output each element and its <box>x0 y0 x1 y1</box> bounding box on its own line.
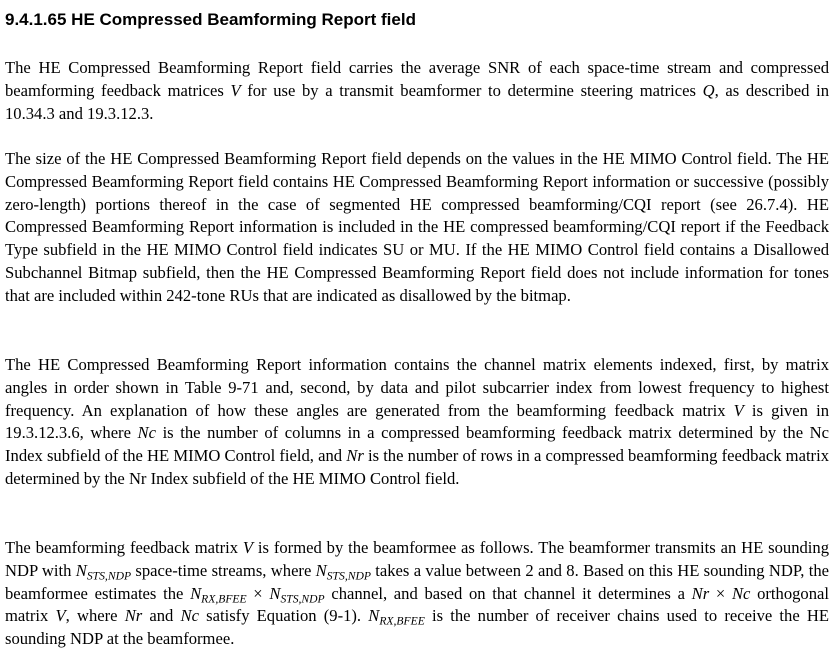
symbol-nr: Nr <box>346 446 364 466</box>
symbol-nc: Nc <box>731 583 751 603</box>
matrix-q: Q <box>702 80 715 100</box>
matrix-v: V <box>230 80 241 100</box>
p1-text: , as described in 10.34.3 and 19.3.12.3. <box>5 80 829 123</box>
matrix-v: V <box>55 606 66 626</box>
symbol-nr: Nr <box>124 606 143 626</box>
p4-text: space-time streams, where <box>131 560 316 580</box>
times-sign: × <box>246 583 270 603</box>
p1-text: The HE Compressed Beamforming Report field carries the average SNR of each space-time stream and compressed beamforming feedback matrices <box>5 58 829 100</box>
p4-text: channel, and based on that channel it determines a <box>324 583 692 603</box>
p4-text: and <box>142 606 181 626</box>
paragraph-4 <box>5 537 829 651</box>
symbol-n-sts-ndp: $N_{STS,NDP}$ <box>269 583 325 605</box>
symbol-nc: Nc <box>137 423 156 443</box>
p1-text: for use by a transmit beamformer to determine steering matrices <box>240 80 703 100</box>
matrix-v: V <box>733 400 744 420</box>
times-sign: × <box>709 583 732 603</box>
p3-text: is the number of rows in a compressed beamforming feedback matrix determined by the Nr Index subfield of the HE MIMO Control field. <box>5 446 829 488</box>
symbol-nc: Nc <box>180 606 199 626</box>
section-heading: 9.4.1.65 HE Compressed Beamforming Report field <box>5 10 416 29</box>
symbol-n-rx-bfee: $N_{RX,BFEE}$ <box>190 583 247 605</box>
p3-text: is given in 19.3.12.3.6, where <box>5 400 829 443</box>
p4-text: The beamforming feedback matrix <box>5 538 243 557</box>
p4-text: orthogonal matrix <box>5 583 830 626</box>
symbol-nr: Nr <box>691 583 710 603</box>
symbol-n-sts-ndp: $N_{STS,NDP}$ <box>75 560 132 583</box>
p4-text: , where <box>65 606 125 626</box>
p4-text: takes a value between 2 and 8. Based on this HE sounding NDP, the beamformee estimates the <box>5 560 829 603</box>
paragraph-3 <box>5 354 829 491</box>
p4-text: satisfy Equation (9-1). <box>198 606 369 626</box>
symbol-n-sts-ndp: $N_{STS,NDP}$ <box>315 560 371 583</box>
matrix-v: V <box>242 538 254 557</box>
paragraph-1 <box>5 57 829 125</box>
p3-text: The HE Compressed Beamforming Report information contains the channel matrix elements indexed, first, by matrix angles in order shown in Table 9-71 and, second, by data and pilot subcarrier index from lowest frequency to highest frequency. An explanation of how these angles are generated from the beamforming feedback matrix <box>5 355 829 420</box>
p4-text: is the number of receiver chains used to receive the HE sounding NDP at the beamformee. <box>5 606 830 649</box>
p3-text: is the number of columns in a compressed beamforming feedback matrix determined by the Nc Index subfield of the HE MIMO Control field, and <box>5 423 829 466</box>
p4-text: is formed by the beamformee as follows. The beamformer transmits an HE sounding NDP with <box>5 538 829 580</box>
paragraph-2: The size of the HE Compressed Beamforming Report field depends on the values in the HE MIMO Control field. The HE Compressed Beamforming Report field contains HE Compressed Beamforming Report information or successive (possibly zero-length) portions thereof in the case of segmented HE compressed beamforming/CQI report (see 26.7.4). HE Compressed Beamforming Report information is included in the HE compressed beamforming/CQI report if the Feedback Type subfield in the HE MIMO Control field indicates SU or MU. If the HE MIMO Control field contains a Disallowed Subchannel Bitmap subfield, then the HE Compressed Beamforming Report field does not include information for tones that are included within 242-tone RUs that are indicated as disallowed by the bitmap. <box>5 149 829 305</box>
symbol-n-rx-bfee: $N_{RX,BFEE}$ <box>368 606 425 628</box>
